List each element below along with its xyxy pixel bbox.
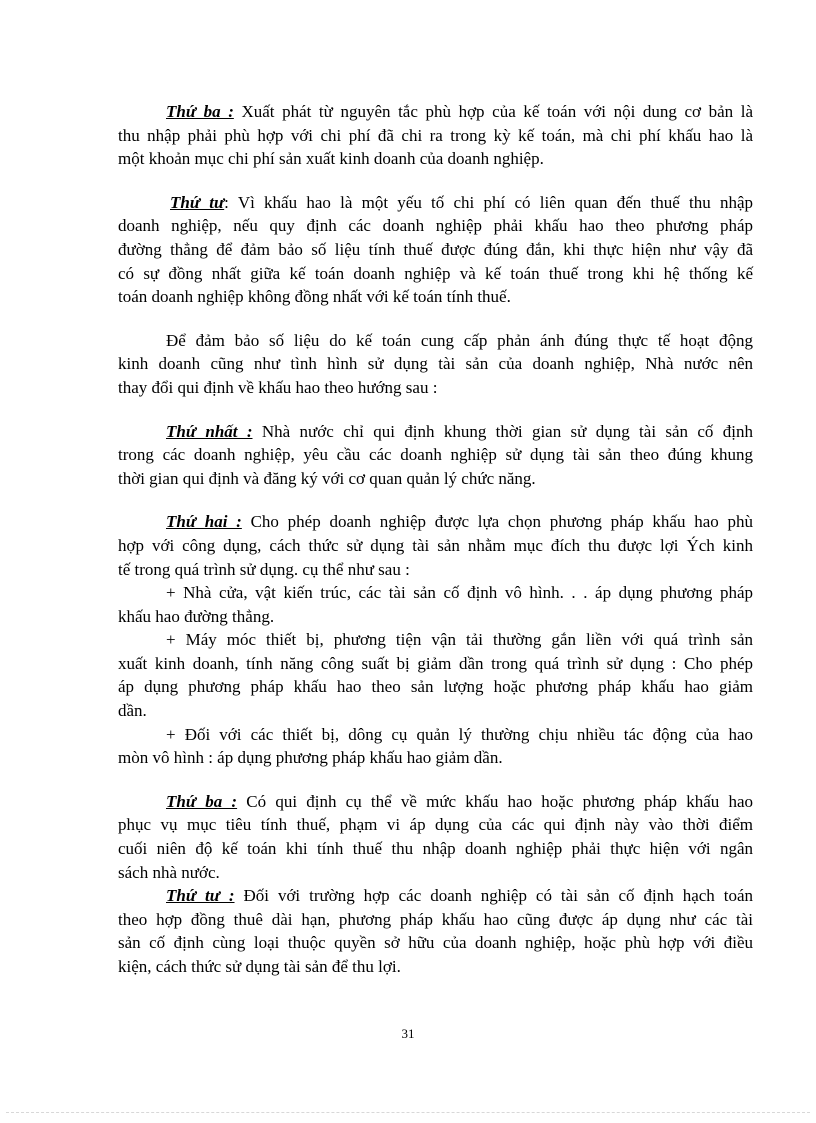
paragraph-de-dam-bao: Để đảm bảo số liệu do kế toán cung cấp phản ánh đúng thực tế hoạt động kinh doanh cũng như tình hình sử dụng tài sản của doanh nghiệp, Nhà nước nên thay đổi qui định về khấu hao theo hướng sau : (118, 330, 753, 397)
paragraph-thu-tu-2: Thứ tư : Đối với trường hợp các doanh nghiệp có tài sản cố định hạch toán theo hợp đồng thuê dài hạn, phương pháp khấu hao cũng được áp dụng như các tài sản cố định cùng loại thuộc quyền sở hữu của doanh nghiệp, hoặc phù hợp với điều kiện, cách thức sử dụng tài sản để thu lợi. (118, 886, 754, 976)
document-body (118, 100, 753, 979)
paragraph-thu-tu-1: Thứ tư: Vì khấu hao là một yếu tố chi phí có liên quan đến thuế thu nhập doanh nghiệp, nếu quy định các doanh nghiệp phải khấu hao theo phương pháp đường thẳng để đảm bảo số liệu tính thuế được đúng đắn, khi thực hiện như vậy đã có sự đồng nhất giữa kế toán doanh nghiệp và kế toán thuế trong khi hệ thống kế toán doanh nghiệp không đồng nhất với kế toán tính thuế. (118, 192, 753, 307)
lead-thu-tu-2: Thứ tư : (166, 886, 235, 906)
page-bottom-divider (6, 1112, 810, 1113)
paragraph-thu-ba-2: Thứ ba : Có qui định cụ thể về mức khấu hao hoặc phương pháp khấu hao phục vụ mục tiêu tính thuế, phạm vi áp dụng của các qui định này vào thời điểm cuối niên độ kế toán khi tính thuế thu nhập doanh nghiệp phải thực hiện với ngân sách nhà nước. (118, 791, 754, 882)
bullet-may-moc: + Máy móc thiết bị, phương tiện vận tải thường gắn liền với quá trình sản xuất kinh doanh, tính năng công suất bị giảm dần trong quá trình sử dụng : Cho phép áp dụng phương pháp khấu hao theo sản lượng hoặc phương pháp khấu hao giảm dần. (118, 630, 753, 721)
page-number: 31 (401, 1026, 415, 1041)
bullet-thiet-bi: + Đối với các thiết bị, dông cụ quản lý thường chịu nhiều tác động của hao mòn vô hình : áp dụng phương pháp khấu hao giảm dần. (118, 724, 753, 768)
lead-thu-ba-2: Thứ ba : (166, 791, 238, 811)
lead-thu-hai: Thứ hai : (166, 512, 242, 532)
paragraph-thu-nhat: Thứ nhất : Nhà nước chỉ qui định khung thời gian sử dụng tài sản cố định trong các doanh nghiệp, yêu cầu các doanh nghiệp sử dụng tài sản theo đúng khung thời gian qui định và đăng ký với cơ quan quản lý chức năng. (118, 421, 753, 488)
paragraph-thu-hai: Thứ hai : Cho phép doanh nghiệp được lựa chọn phương pháp khấu hao phù hợp với công dụng, cách thức sử dụng tài sản nhằm mục đích thu được lợi Ých kinh tế trong quá trình sử dụng. cụ thể như sau : (118, 512, 753, 579)
lead-thu-ba-1: Thứ ba : (166, 102, 234, 121)
lead-thu-nhat: Thứ nhất : (166, 421, 253, 441)
bullet-nha-cua: + Nhà cửa, vật kiến trúc, các tài sản cố định vô hình. . . áp dụng phương pháp khấu hao đường thẳng. (118, 583, 753, 626)
paragraph-thu-ba-1: Thứ ba : Xuất phát từ nguyên tắc phù hợp của kế toán với nội dung cơ bản là thu nhập phải phù hợp với chi phí đã chi ra trong kỳ kế toán, mà chi phí khấu hao là một khoản mục chi phí sản xuất kinh doanh của doanh nghiệp. (118, 102, 754, 169)
lead-thu-tu-1: Thứ tư (170, 192, 225, 212)
